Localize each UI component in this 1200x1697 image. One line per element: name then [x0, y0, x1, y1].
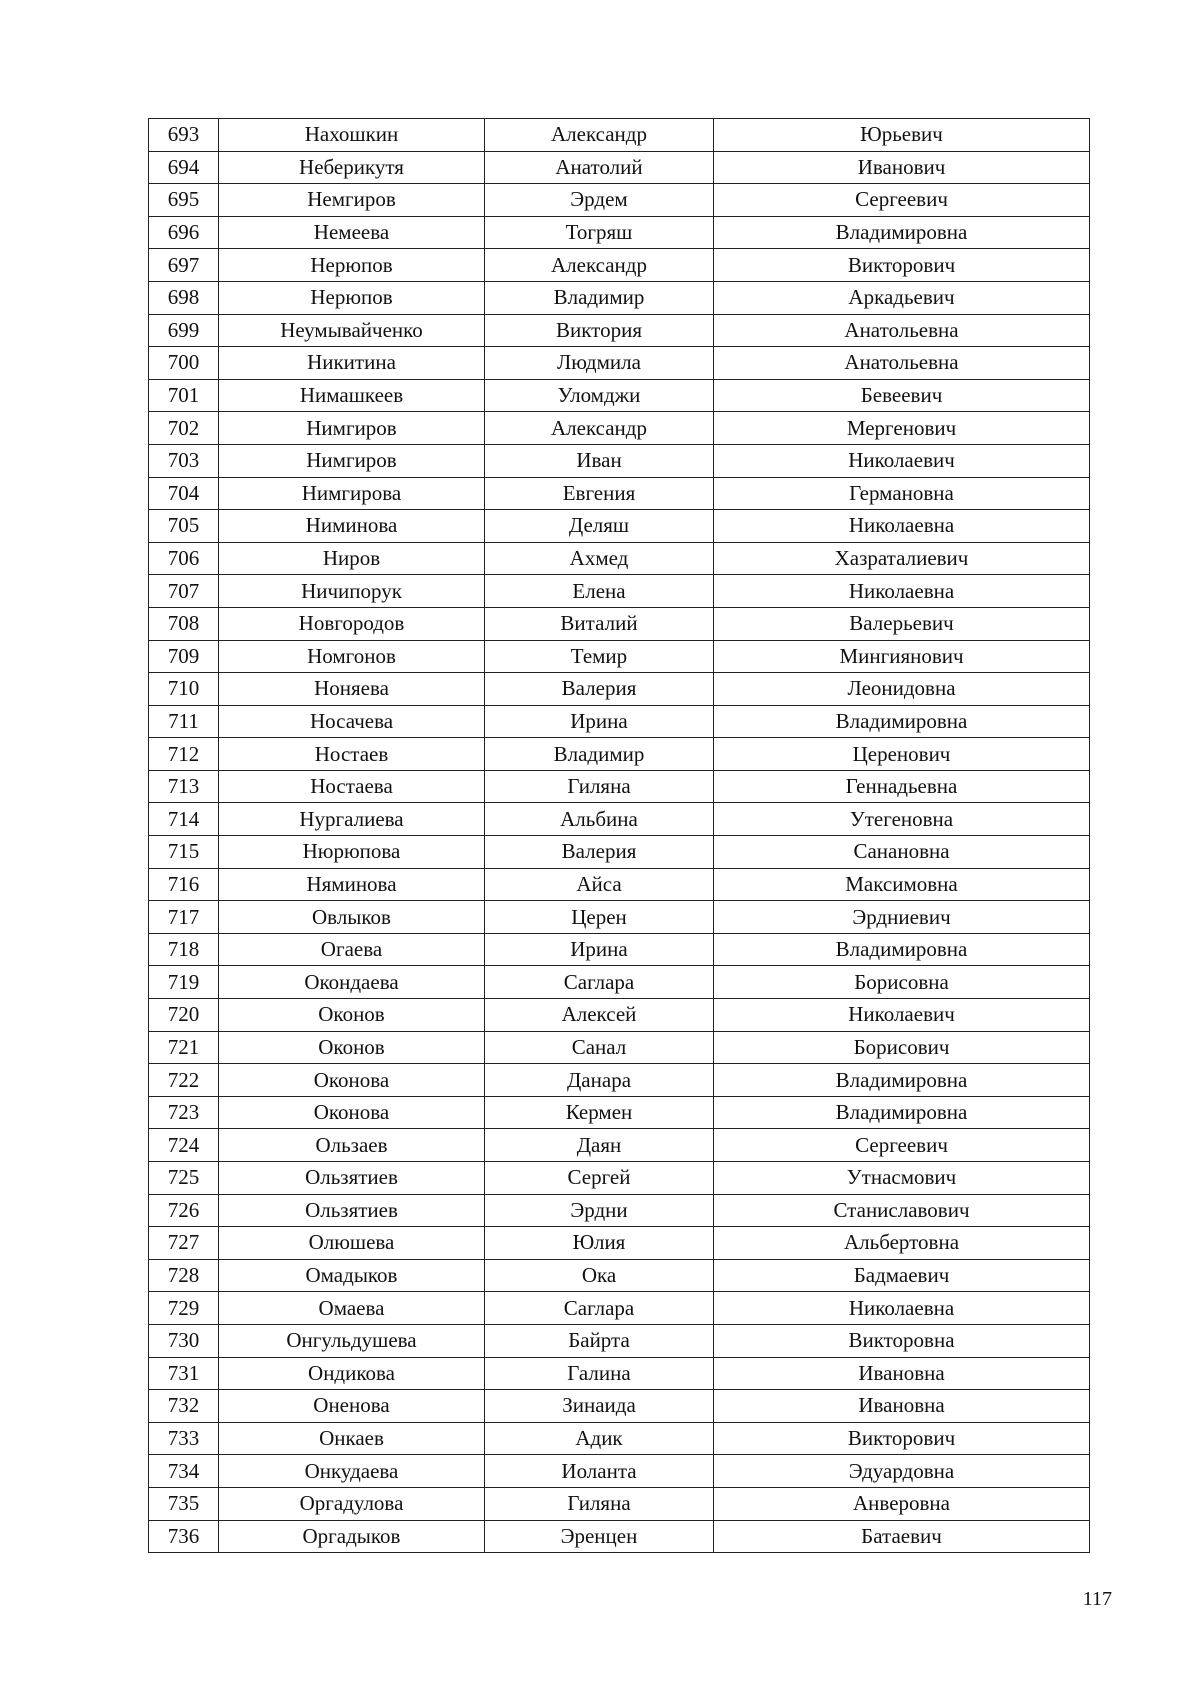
table-row	[149, 607, 1090, 640]
patronymic-cell: Владимировна	[714, 1064, 1090, 1097]
row-number-cell: 725	[149, 1162, 219, 1195]
first-name-cell: Эрдни	[485, 1194, 714, 1227]
table-row	[149, 1487, 1090, 1520]
last-name-cell: Няминова	[219, 868, 485, 901]
row-number-cell: 706	[149, 542, 219, 575]
first-name-cell: Валерия	[485, 673, 714, 706]
table-row	[149, 1194, 1090, 1227]
row-number-cell: 694	[149, 151, 219, 184]
patronymic-cell: Николаевна	[714, 1292, 1090, 1325]
last-name-cell: Нерюпов	[219, 281, 485, 314]
row-number-cell: 702	[149, 412, 219, 445]
table-row	[149, 216, 1090, 249]
first-name-cell: Алексей	[485, 999, 714, 1032]
row-number-cell: 728	[149, 1259, 219, 1292]
table-row	[149, 901, 1090, 934]
last-name-cell: Ностаев	[219, 738, 485, 771]
last-name-cell: Неберикутя	[219, 151, 485, 184]
row-number-cell: 699	[149, 314, 219, 347]
table-row	[149, 1162, 1090, 1195]
row-number-cell: 696	[149, 216, 219, 249]
table-row	[149, 1064, 1090, 1097]
patronymic-cell: Альбертовна	[714, 1227, 1090, 1260]
first-name-cell: Даян	[485, 1129, 714, 1162]
first-name-cell: Кермен	[485, 1096, 714, 1129]
last-name-cell: Ноняева	[219, 673, 485, 706]
row-number-cell: 729	[149, 1292, 219, 1325]
first-name-cell: Эрдем	[485, 184, 714, 217]
table-row	[149, 510, 1090, 543]
last-name-cell: Нимашкеев	[219, 379, 485, 412]
row-number-cell: 714	[149, 803, 219, 836]
row-number-cell: 701	[149, 379, 219, 412]
last-name-cell: Овлыков	[219, 901, 485, 934]
table-row	[149, 1292, 1090, 1325]
table-row	[149, 1390, 1090, 1423]
last-name-cell: Оконова	[219, 1096, 485, 1129]
patronymic-cell: Николаевич	[714, 999, 1090, 1032]
row-number-cell: 705	[149, 510, 219, 543]
last-name-cell: Нимгирова	[219, 477, 485, 510]
table-row	[149, 705, 1090, 738]
row-number-cell: 723	[149, 1096, 219, 1129]
row-number-cell: 711	[149, 705, 219, 738]
first-name-cell: Байрта	[485, 1324, 714, 1357]
last-name-cell: Онгульдушева	[219, 1324, 485, 1357]
table-row	[149, 347, 1090, 380]
patronymic-cell: Викторовна	[714, 1324, 1090, 1357]
row-number-cell: 709	[149, 640, 219, 673]
table-row	[149, 1129, 1090, 1162]
first-name-cell: Саглара	[485, 1292, 714, 1325]
patronymic-cell: Утнасмович	[714, 1162, 1090, 1195]
last-name-cell: Нюрюпова	[219, 836, 485, 869]
patronymic-cell: Утегеновна	[714, 803, 1090, 836]
first-name-cell: Ирина	[485, 933, 714, 966]
table-row	[149, 803, 1090, 836]
first-name-cell: Уломджи	[485, 379, 714, 412]
table-row	[149, 575, 1090, 608]
patronymic-cell: Станиславович	[714, 1194, 1090, 1227]
last-name-cell: Оконов	[219, 999, 485, 1032]
patronymic-cell: Хазраталиевич	[714, 542, 1090, 575]
patronymic-cell: Максимовна	[714, 868, 1090, 901]
first-name-cell: Владимир	[485, 281, 714, 314]
row-number-cell: 719	[149, 966, 219, 999]
table-row	[149, 999, 1090, 1032]
table-row	[149, 1520, 1090, 1553]
first-name-cell: Галина	[485, 1357, 714, 1390]
table-row	[149, 119, 1090, 152]
first-name-cell: Данара	[485, 1064, 714, 1097]
first-name-cell: Ахмед	[485, 542, 714, 575]
last-name-cell: Новгородов	[219, 607, 485, 640]
first-name-cell: Тогряш	[485, 216, 714, 249]
first-name-cell: Елена	[485, 575, 714, 608]
last-name-cell: Ничипорук	[219, 575, 485, 608]
first-name-cell: Александр	[485, 249, 714, 282]
table-row	[149, 249, 1090, 282]
table-row	[149, 933, 1090, 966]
patronymic-cell: Геннадьевна	[714, 770, 1090, 803]
last-name-cell: Нимгиров	[219, 444, 485, 477]
last-name-cell: Олюшева	[219, 1227, 485, 1260]
last-name-cell: Оконова	[219, 1064, 485, 1097]
last-name-cell: Оргадыков	[219, 1520, 485, 1553]
row-number-cell: 731	[149, 1357, 219, 1390]
row-number-cell: 730	[149, 1324, 219, 1357]
first-name-cell: Ока	[485, 1259, 714, 1292]
last-name-cell: Оненова	[219, 1390, 485, 1423]
table-row	[149, 151, 1090, 184]
last-name-cell: Омадыков	[219, 1259, 485, 1292]
patronymic-cell: Владимировна	[714, 933, 1090, 966]
table-row	[149, 1259, 1090, 1292]
last-name-cell: Ондикова	[219, 1357, 485, 1390]
row-number-cell: 703	[149, 444, 219, 477]
table-row	[149, 314, 1090, 347]
patronymic-cell: Церенович	[714, 738, 1090, 771]
first-name-cell: Виктория	[485, 314, 714, 347]
table-row	[149, 1422, 1090, 1455]
patronymic-cell: Сергеевич	[714, 1129, 1090, 1162]
last-name-cell: Окондаева	[219, 966, 485, 999]
row-number-cell: 693	[149, 119, 219, 152]
row-number-cell: 716	[149, 868, 219, 901]
last-name-cell: Ользаев	[219, 1129, 485, 1162]
patronymic-cell: Бевеевич	[714, 379, 1090, 412]
table-row	[149, 868, 1090, 901]
first-name-cell: Деляш	[485, 510, 714, 543]
last-name-cell: Ниров	[219, 542, 485, 575]
first-name-cell: Евгения	[485, 477, 714, 510]
last-name-cell: Немеева	[219, 216, 485, 249]
patronymic-cell: Борисович	[714, 1031, 1090, 1064]
patronymic-cell: Леонидовна	[714, 673, 1090, 706]
patronymic-cell: Мергенович	[714, 412, 1090, 445]
first-name-cell: Александр	[485, 412, 714, 445]
patronymic-cell: Викторович	[714, 249, 1090, 282]
last-name-cell: Онкаев	[219, 1422, 485, 1455]
patronymic-cell: Мингиянович	[714, 640, 1090, 673]
first-name-cell: Александр	[485, 119, 714, 152]
row-number-cell: 734	[149, 1455, 219, 1488]
patronymic-cell: Владимировна	[714, 1096, 1090, 1129]
last-name-cell: Носачева	[219, 705, 485, 738]
row-number-cell: 722	[149, 1064, 219, 1097]
last-name-cell: Огаева	[219, 933, 485, 966]
last-name-cell: Ностаева	[219, 770, 485, 803]
patronymic-cell: Иванович	[714, 151, 1090, 184]
last-name-cell: Нимгиров	[219, 412, 485, 445]
last-name-cell: Онкудаева	[219, 1455, 485, 1488]
table-row	[149, 1455, 1090, 1488]
first-name-cell: Владимир	[485, 738, 714, 771]
row-number-cell: 736	[149, 1520, 219, 1553]
table-row	[149, 184, 1090, 217]
patronymic-cell: Владимировна	[714, 216, 1090, 249]
patronymic-cell: Юрьевич	[714, 119, 1090, 152]
names-table-body	[149, 119, 1090, 1553]
row-number-cell: 720	[149, 999, 219, 1032]
table-row	[149, 444, 1090, 477]
patronymic-cell: Анверовна	[714, 1487, 1090, 1520]
table-row	[149, 379, 1090, 412]
table-row	[149, 836, 1090, 869]
patronymic-cell: Ивановна	[714, 1390, 1090, 1423]
patronymic-cell: Валерьевич	[714, 607, 1090, 640]
last-name-cell: Нерюпов	[219, 249, 485, 282]
patronymic-cell: Аркадьевич	[714, 281, 1090, 314]
row-number-cell: 708	[149, 607, 219, 640]
table-row	[149, 640, 1090, 673]
table-row	[149, 738, 1090, 771]
first-name-cell: Виталий	[485, 607, 714, 640]
patronymic-cell: Бадмаевич	[714, 1259, 1090, 1292]
patronymic-cell: Эрдниевич	[714, 901, 1090, 934]
patronymic-cell: Сергеевич	[714, 184, 1090, 217]
table-row	[149, 1357, 1090, 1390]
row-number-cell: 710	[149, 673, 219, 706]
table-row	[149, 542, 1090, 575]
patronymic-cell: Германовна	[714, 477, 1090, 510]
first-name-cell: Зинаида	[485, 1390, 714, 1423]
row-number-cell: 726	[149, 1194, 219, 1227]
patronymic-cell: Владимировна	[714, 705, 1090, 738]
patronymic-cell: Санановна	[714, 836, 1090, 869]
last-name-cell: Оконов	[219, 1031, 485, 1064]
table-row	[149, 673, 1090, 706]
first-name-cell: Иоланта	[485, 1455, 714, 1488]
row-number-cell: 732	[149, 1390, 219, 1423]
first-name-cell: Людмила	[485, 347, 714, 380]
first-name-cell: Саглара	[485, 966, 714, 999]
row-number-cell: 727	[149, 1227, 219, 1260]
first-name-cell: Юлия	[485, 1227, 714, 1260]
last-name-cell: Неумывайченко	[219, 314, 485, 347]
row-number-cell: 721	[149, 1031, 219, 1064]
row-number-cell: 704	[149, 477, 219, 510]
row-number-cell: 724	[149, 1129, 219, 1162]
patronymic-cell: Батаевич	[714, 1520, 1090, 1553]
row-number-cell: 713	[149, 770, 219, 803]
row-number-cell: 697	[149, 249, 219, 282]
last-name-cell: Нахошкин	[219, 119, 485, 152]
row-number-cell: 695	[149, 184, 219, 217]
first-name-cell: Валерия	[485, 836, 714, 869]
patronymic-cell: Николаевич	[714, 444, 1090, 477]
table-row	[149, 1031, 1090, 1064]
last-name-cell: Ользятиев	[219, 1194, 485, 1227]
first-name-cell: Адик	[485, 1422, 714, 1455]
first-name-cell: Санал	[485, 1031, 714, 1064]
table-row	[149, 1096, 1090, 1129]
patronymic-cell: Николаевна	[714, 510, 1090, 543]
first-name-cell: Гиляна	[485, 770, 714, 803]
first-name-cell: Анатолий	[485, 151, 714, 184]
row-number-cell: 712	[149, 738, 219, 771]
patronymic-cell: Викторович	[714, 1422, 1090, 1455]
row-number-cell: 707	[149, 575, 219, 608]
table-row	[149, 1324, 1090, 1357]
first-name-cell: Эренцен	[485, 1520, 714, 1553]
row-number-cell: 700	[149, 347, 219, 380]
table-row	[149, 477, 1090, 510]
last-name-cell: Омаева	[219, 1292, 485, 1325]
row-number-cell: 718	[149, 933, 219, 966]
patronymic-cell: Николаевна	[714, 575, 1090, 608]
row-number-cell: 698	[149, 281, 219, 314]
names-table	[148, 118, 1090, 1553]
page-number: 117	[1082, 1588, 1112, 1610]
table-row	[149, 770, 1090, 803]
last-name-cell: Оргадулова	[219, 1487, 485, 1520]
first-name-cell: Иван	[485, 444, 714, 477]
table-row	[149, 281, 1090, 314]
last-name-cell: Никитина	[219, 347, 485, 380]
patronymic-cell: Анатольевна	[714, 314, 1090, 347]
row-number-cell: 733	[149, 1422, 219, 1455]
patronymic-cell: Ивановна	[714, 1357, 1090, 1390]
row-number-cell: 735	[149, 1487, 219, 1520]
last-name-cell: Ользятиев	[219, 1162, 485, 1195]
patronymic-cell: Анатольевна	[714, 347, 1090, 380]
first-name-cell: Гиляна	[485, 1487, 714, 1520]
first-name-cell: Темир	[485, 640, 714, 673]
table-row	[149, 412, 1090, 445]
first-name-cell: Сергей	[485, 1162, 714, 1195]
row-number-cell: 715	[149, 836, 219, 869]
row-number-cell: 717	[149, 901, 219, 934]
first-name-cell: Айса	[485, 868, 714, 901]
last-name-cell: Ниминова	[219, 510, 485, 543]
last-name-cell: Номгонов	[219, 640, 485, 673]
first-name-cell: Церен	[485, 901, 714, 934]
table-row	[149, 966, 1090, 999]
patronymic-cell: Борисовна	[714, 966, 1090, 999]
patronymic-cell: Эдуардовна	[714, 1455, 1090, 1488]
first-name-cell: Альбина	[485, 803, 714, 836]
last-name-cell: Нургалиева	[219, 803, 485, 836]
first-name-cell: Ирина	[485, 705, 714, 738]
table-row	[149, 1227, 1090, 1260]
last-name-cell: Немгиров	[219, 184, 485, 217]
